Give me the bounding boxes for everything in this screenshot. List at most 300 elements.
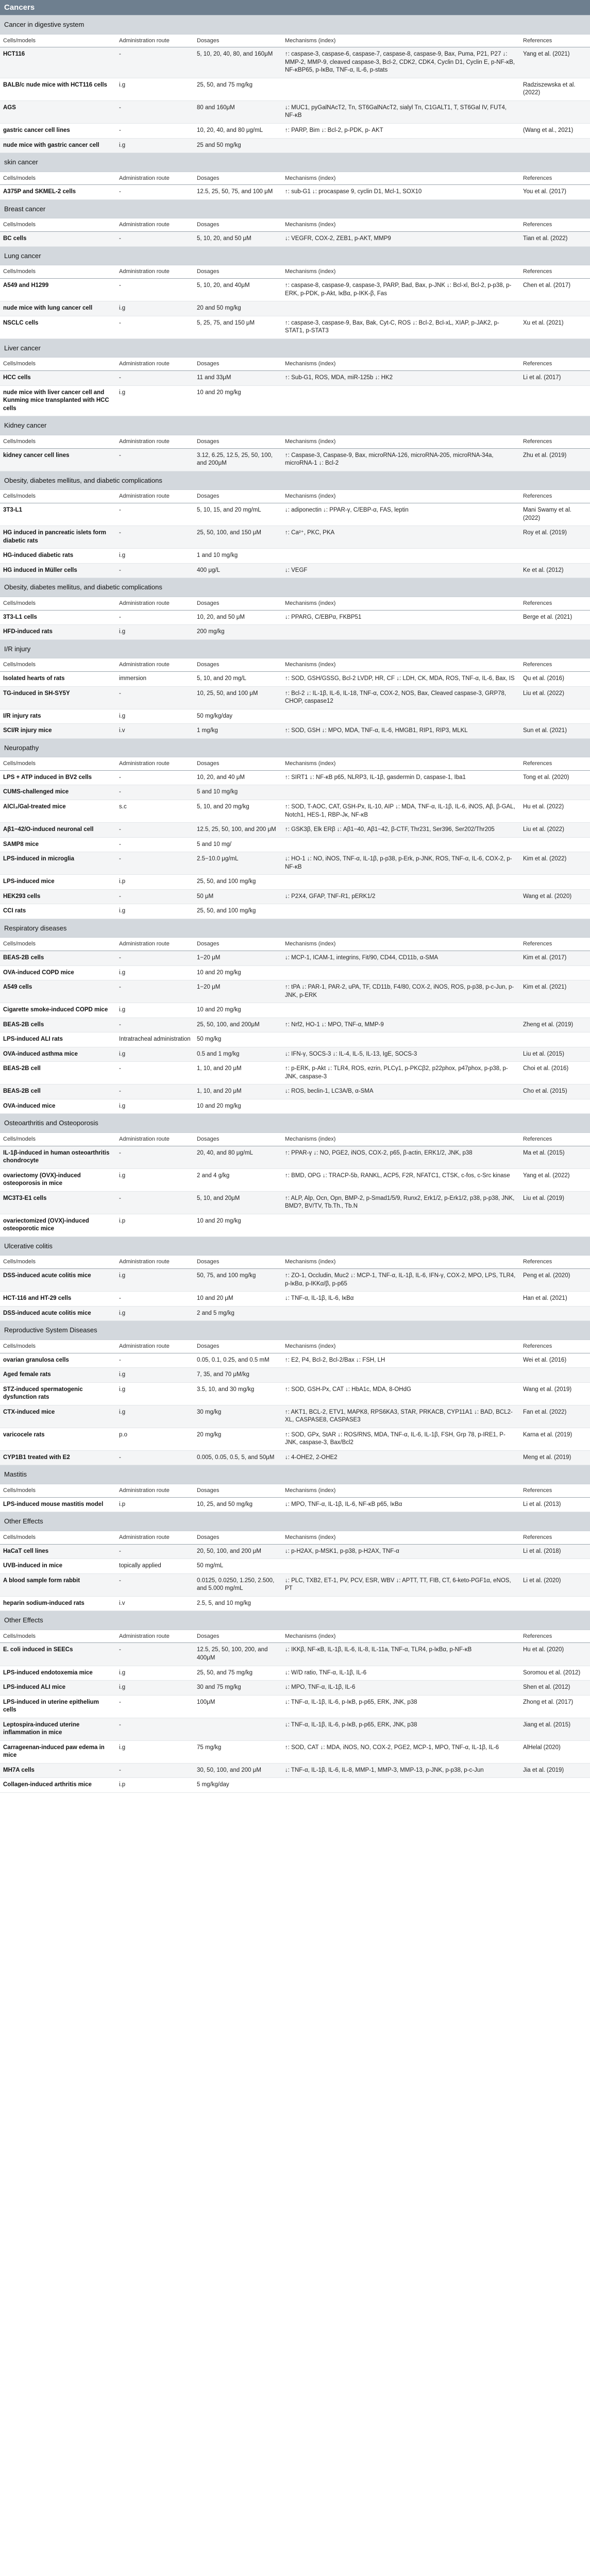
column-header: Dosages xyxy=(194,1531,282,1544)
section-header xyxy=(0,246,590,265)
mechanism-cell: ↑: PPAR-γ ↓: NO, PGE2, iNOS, COX-2, p65, β-actin, ERK1/2, JNK, p38 xyxy=(282,1146,520,1168)
mechanism-cell: ↓: p-H2AX, p-MSK1, p-p38, p-H2AX, TNF-α xyxy=(282,1544,520,1559)
model-cell: I/R injury rats xyxy=(0,709,116,724)
section-header xyxy=(0,471,590,490)
reference-cell: Kim et al. (2021) xyxy=(520,980,590,1003)
dosage-cell: 2.5, 5, and 10 mg/kg xyxy=(194,1596,282,1611)
route-cell: - xyxy=(116,823,194,838)
dosage-cell: 10 and 20 mg/kg xyxy=(194,385,282,416)
reference-cell: Yang et al. (2021) xyxy=(520,47,590,78)
model-cell: HEK293 cells xyxy=(0,889,116,904)
table-row xyxy=(0,124,590,139)
dosage-cell: 0.5 and 1 mg/kg xyxy=(194,1047,282,1062)
dosage-cell: 10, 25, and 50 mg/kg xyxy=(194,1497,282,1512)
column-header: Cells/models xyxy=(0,358,116,371)
mechanism-cell: ↓: IKKβ, NF-κB, IL-1β, IL-6, IL-8, IL-11a, TNF-α, TLR4, p-IκBα, p-NF-κB xyxy=(282,1643,520,1666)
dosage-cell: 10, 20, and 40 μM xyxy=(194,770,282,785)
model-cell: OVA-induced COPD mice xyxy=(0,965,116,980)
reference-cell xyxy=(520,385,590,416)
table-row xyxy=(0,770,590,785)
model-cell: BEAS-2B cell xyxy=(0,1084,116,1099)
route-cell: - xyxy=(116,1018,194,1032)
model-cell: NSCLC cells xyxy=(0,316,116,338)
mechanism-cell xyxy=(282,1596,520,1611)
model-cell: BEAS-2B cells xyxy=(0,1018,116,1032)
mechanism-cell: ↓: P2X4, GFAP, TNF-R1, pERK1/2 xyxy=(282,889,520,904)
model-cell: HCT-116 and HT-29 cells xyxy=(0,1292,116,1307)
reference-cell: Fan et al. (2022) xyxy=(520,1405,590,1428)
model-cell: DSS-induced acute colitis mice xyxy=(0,1269,116,1292)
mechanism-cell xyxy=(282,837,520,852)
model-cell: CYP1B1 treated with E2 xyxy=(0,1450,116,1465)
dosage-cell: 5 and 10 mg/kg xyxy=(194,785,282,800)
model-cell: STZ-induced spermatogenic dysfunction rats xyxy=(0,1382,116,1405)
column-header: Mechanisms (index) xyxy=(282,265,520,279)
column-header: Administration route xyxy=(116,757,194,771)
mechanism-cell: ↑: SOD, GSH ↓: MPO, MDA, TNF-α, IL-6, HMGB1, RIP1, RIP3, MLKL xyxy=(282,724,520,739)
dosage-cell: 50, 75, and 100 mg/kg xyxy=(194,1269,282,1292)
table-row xyxy=(0,889,590,904)
reference-cell: Jiang et al. (2015) xyxy=(520,1718,590,1740)
mechanism-cell xyxy=(282,138,520,153)
mechanism-cell xyxy=(282,1778,520,1793)
reference-cell xyxy=(520,1368,590,1383)
dosage-cell: 5, 10, 20, and 40μM xyxy=(194,279,282,301)
model-cell: A549 and H1299 xyxy=(0,279,116,301)
model-cell: HCT116 xyxy=(0,47,116,78)
column-header: Administration route xyxy=(116,597,194,610)
dosage-cell: 5, 25, 75, and 150 μM xyxy=(194,316,282,338)
dosage-cell: 10 and 20 μM xyxy=(194,1292,282,1307)
table-row xyxy=(0,1146,590,1168)
reference-cell xyxy=(520,904,590,919)
column-header: Dosages xyxy=(194,1340,282,1353)
column-header: Cells/models xyxy=(0,938,116,951)
dosage-cell: 30 and 75 mg/kg xyxy=(194,1681,282,1696)
route-cell: topically applied xyxy=(116,1559,194,1574)
section-title: Ulcerative colitis xyxy=(0,1236,590,1256)
column-header-row xyxy=(0,938,590,951)
section-header xyxy=(0,1465,590,1484)
column-header: Administration route xyxy=(116,1484,194,1497)
mechanism-cell: ↓: TNF-α, IL-1β, IL-6, IL-8, MMP-1, MMP-3, MMP-13, p-JNK, p-p38, p-c-Jun xyxy=(282,1763,520,1778)
table-row xyxy=(0,800,590,822)
column-header: Mechanisms (index) xyxy=(282,757,520,771)
section-header xyxy=(0,416,590,435)
model-cell: heparin sodium-induced rats xyxy=(0,1596,116,1611)
table-row xyxy=(0,1497,590,1512)
reference-cell: Li et al. (2020) xyxy=(520,1573,590,1596)
dosage-cell: 7, 35, and 70 μM/kg xyxy=(194,1368,282,1383)
column-header: Mechanisms (index) xyxy=(282,1340,520,1353)
route-cell: i.g xyxy=(116,549,194,564)
column-header: Administration route xyxy=(116,34,194,47)
mechanism-cell: ↓: ROS, beclin-1, LC3A/B, α-SMA xyxy=(282,1084,520,1099)
section-header xyxy=(0,1114,590,1133)
mechanism-cell: ↑: SOD, T-AOC, CAT, GSH-Px, IL-10, AIP ↓: MDA, TNF-α, IL-1β, IL-6, iNOS, Aβ, β-GAL, Notch1, HES-1, RBP-Jκ, NF-κB xyxy=(282,800,520,822)
route-cell: i.g xyxy=(116,709,194,724)
mechanism-cell xyxy=(282,709,520,724)
table-row xyxy=(0,671,590,686)
reference-cell xyxy=(520,138,590,153)
reference-cell xyxy=(520,1032,590,1047)
model-cell: 3T3-L1 cells xyxy=(0,610,116,625)
dosage-cell: 5 mg/kg/day xyxy=(194,1778,282,1793)
model-cell: HaCaT cell lines xyxy=(0,1544,116,1559)
route-cell: i.g xyxy=(116,1168,194,1191)
section-header xyxy=(0,639,590,658)
dosage-cell: 5, 10, and 20 mg/L xyxy=(194,671,282,686)
reference-cell: Shen et al. (2012) xyxy=(520,1681,590,1696)
reference-cell: Choi et al. (2016) xyxy=(520,1062,590,1084)
mechanism-cell: ↑: Ca²⁺, PKC, PKA xyxy=(282,526,520,549)
column-header: Mechanisms (index) xyxy=(282,658,520,672)
table-row xyxy=(0,1368,590,1383)
column-header: Administration route xyxy=(116,1340,194,1353)
column-header: Dosages xyxy=(194,1630,282,1643)
mechanism-cell: ↓: VEGFR, COX-2, ZEB1, p-AKT, MMP9 xyxy=(282,232,520,247)
model-cell: OVA-induced asthma mice xyxy=(0,1047,116,1062)
route-cell: - xyxy=(116,1062,194,1084)
table-row xyxy=(0,100,590,123)
dosage-cell: 200 mg/kg xyxy=(194,625,282,640)
column-header: Mechanisms (index) xyxy=(282,218,520,232)
table-row xyxy=(0,78,590,100)
table-row xyxy=(0,785,590,800)
reference-cell: Wang et al. (2020) xyxy=(520,889,590,904)
route-cell: s.c xyxy=(116,800,194,822)
dosage-cell: 11 and 33μM xyxy=(194,371,282,386)
table-row xyxy=(0,371,590,386)
route-cell: - xyxy=(116,526,194,549)
dosage-cell: 25, 50, 100, and 200μM xyxy=(194,1018,282,1032)
table-row xyxy=(0,232,590,247)
table-row xyxy=(0,1718,590,1740)
route-cell: - xyxy=(116,1146,194,1168)
route-cell: i.g xyxy=(116,138,194,153)
column-header: Cells/models xyxy=(0,490,116,503)
model-cell: Cigarette smoke-induced COPD mice xyxy=(0,1003,116,1018)
dosage-cell: 25, 50, and 75 mg/kg xyxy=(194,1666,282,1681)
table-row xyxy=(0,1214,590,1236)
reference-cell: Ma et al. (2015) xyxy=(520,1146,590,1168)
column-header: Cells/models xyxy=(0,1256,116,1269)
table-row xyxy=(0,1062,590,1084)
route-cell: - xyxy=(116,1695,194,1718)
route-cell: immersion xyxy=(116,671,194,686)
column-header: Dosages xyxy=(194,1132,282,1146)
table-row xyxy=(0,448,590,471)
route-cell: - xyxy=(116,1718,194,1740)
column-header: Cells/models xyxy=(0,1531,116,1544)
dosage-cell: 10, 20, and 50 μM xyxy=(194,610,282,625)
dosage-cell: 50 mg/kg xyxy=(194,1032,282,1047)
route-cell: i.g xyxy=(116,1382,194,1405)
route-cell: i.g xyxy=(116,965,194,980)
route-cell: - xyxy=(116,1544,194,1559)
dosage-cell: 25, 50, and 100 mg/kg xyxy=(194,904,282,919)
table-row xyxy=(0,1003,590,1018)
section-title: Breast cancer xyxy=(0,199,590,218)
column-header: References xyxy=(520,597,590,610)
model-cell: AlCl₃/Gal-treated mice xyxy=(0,800,116,822)
reference-cell: Kim et al. (2022) xyxy=(520,852,590,875)
dosage-cell: 5 and 10 mg/ xyxy=(194,837,282,852)
column-header: Mechanisms (index) xyxy=(282,490,520,503)
model-cell: Collagen-induced arthritis mice xyxy=(0,1778,116,1793)
column-header: Administration route xyxy=(116,1630,194,1643)
route-cell: - xyxy=(116,1573,194,1596)
model-cell: LPS-induced in uterine epithelium cells xyxy=(0,1695,116,1718)
column-header: Dosages xyxy=(194,34,282,47)
model-cell: ovariectomy (OVX)-induced osteoporosis in mice xyxy=(0,1168,116,1191)
mechanism-cell xyxy=(282,301,520,316)
reference-cell: AlHelal (2020) xyxy=(520,1740,590,1763)
route-cell: p.o xyxy=(116,1428,194,1450)
mechanism-cell xyxy=(282,1214,520,1236)
reference-cell: Han et al. (2021) xyxy=(520,1292,590,1307)
model-cell: ovarian granulosa cells xyxy=(0,1353,116,1368)
route-cell: i.p xyxy=(116,875,194,890)
model-cell: HG-induced diabetic rats xyxy=(0,549,116,564)
dosage-cell: 50 μM xyxy=(194,889,282,904)
model-cell: SAMP8 mice xyxy=(0,837,116,852)
reference-cell: Berge et al. (2021) xyxy=(520,610,590,625)
section-header xyxy=(0,199,590,218)
mechanism-cell: ↑: p-ERK, p-Akt ↓: TLR4, ROS, ezrin, PLCγ1, p-PKCβ2, p22phox, p47phox, p-p38, p-JNK, caspase-3 xyxy=(282,1062,520,1084)
model-cell: LPS-induced ALI mice xyxy=(0,1681,116,1696)
reference-cell xyxy=(520,965,590,980)
dosage-cell: 400 μg/L xyxy=(194,563,282,578)
table-row xyxy=(0,1596,590,1611)
section-title: Other Effects xyxy=(0,1611,590,1630)
reference-cell: Zhong et al. (2017) xyxy=(520,1695,590,1718)
dosage-cell: 1 and 10 mg/kg xyxy=(194,549,282,564)
column-header: Administration route xyxy=(116,172,194,185)
column-header-row xyxy=(0,1531,590,1544)
dosage-cell: 5, 10, 20, 40, 80, and 160μM xyxy=(194,47,282,78)
model-cell: CTX-induced mice xyxy=(0,1405,116,1428)
column-header: References xyxy=(520,1340,590,1353)
table-row xyxy=(0,610,590,625)
section-header xyxy=(0,1611,590,1630)
mechanism-cell: ↓: TNF-α, IL-1β, IL-6, IκBα xyxy=(282,1292,520,1307)
model-cell: Aβ1−42/O-induced neuronal cell xyxy=(0,823,116,838)
model-cell: nude mice with lung cancer cell xyxy=(0,301,116,316)
route-cell: - xyxy=(116,770,194,785)
column-header-row xyxy=(0,1630,590,1643)
reference-cell xyxy=(520,1099,590,1114)
column-header-row xyxy=(0,172,590,185)
section-header xyxy=(0,578,590,597)
reference-cell: Li et al. (2013) xyxy=(520,1497,590,1512)
column-header: Administration route xyxy=(116,658,194,672)
mechanism-cell: ↑: ALP, Alp, Ocn, Opn, BMP-2, p-Smad1/5/9, Runx2, Erk1/2, p-Erk1/2, p38, p-p38, JNK, BMD?, BV/TV, Tb.Th., Tb.N xyxy=(282,1191,520,1214)
mechanism-cell: ↓: PLC, TXB2, ET-1, PV, PCV, ESR, WBV ↓: APTT, TT, FIB, CT, 6-keto-PGF1α, eNOS, PT xyxy=(282,1573,520,1596)
table-row xyxy=(0,279,590,301)
reference-cell: Cho et al. (2015) xyxy=(520,1084,590,1099)
route-cell: i.g xyxy=(116,625,194,640)
model-cell: IL-1β-induced in human osteoarthritis chondrocyte xyxy=(0,1146,116,1168)
mechanism-cell: ↑: SIRT1 ↓: NF-κB p65, NLRP3, IL-1β, gasdermin D, caspase-1, Iba1 xyxy=(282,770,520,785)
reference-cell: Tong et al. (2020) xyxy=(520,770,590,785)
dosage-cell: 10 and 20 mg/kg xyxy=(194,1099,282,1114)
reference-cell: (Wang et al., 2021) xyxy=(520,124,590,139)
model-cell: 3T3-L1 xyxy=(0,503,116,526)
reference-cell: Hu et al. (2022) xyxy=(520,800,590,822)
route-cell: - xyxy=(116,371,194,386)
section-title: Liver cancer xyxy=(0,338,590,358)
section-title: I/R injury xyxy=(0,639,590,658)
column-header: References xyxy=(520,757,590,771)
model-cell: gastric cancer cell lines xyxy=(0,124,116,139)
section-title: Lung cancer xyxy=(0,246,590,265)
table-row xyxy=(0,1573,590,1596)
table-row xyxy=(0,385,590,416)
reference-cell xyxy=(520,875,590,890)
dosage-cell: 2 and 5 mg/kg xyxy=(194,1306,282,1321)
model-cell: A375P and SKMEL-2 cells xyxy=(0,185,116,200)
table-row xyxy=(0,185,590,200)
dosage-cell: 3.5, 10, and 30 mg/kg xyxy=(194,1382,282,1405)
column-header: References xyxy=(520,1630,590,1643)
reference-cell: Kim et al. (2017) xyxy=(520,951,590,966)
column-header: Dosages xyxy=(194,265,282,279)
model-cell: LPS-induced mouse mastitis model xyxy=(0,1497,116,1512)
column-header-row xyxy=(0,1340,590,1353)
table-row xyxy=(0,1450,590,1465)
mechanism-cell: ↑: SOD, GSH-Px, CAT ↓: HbA1c, MDA, 8-OHdG xyxy=(282,1382,520,1405)
route-cell: - xyxy=(116,1191,194,1214)
section-title: Cancer in digestive system xyxy=(0,15,590,35)
model-cell: MC3T3-E1 cells xyxy=(0,1191,116,1214)
reference-cell: Xu et al. (2021) xyxy=(520,316,590,338)
dosage-cell: 50 mg/mL xyxy=(194,1559,282,1574)
mechanism-cell: ↑: SOD, GPx, StAR ↓: ROS/RNS, MDA, TNF-α, IL-6, IL-1β, FSH, Grp 78, p-IRE1, P-JNK, caspase-3, Bax/Bcl2 xyxy=(282,1428,520,1450)
table-row xyxy=(0,1763,590,1778)
table-row xyxy=(0,503,590,526)
section-header xyxy=(0,1236,590,1256)
table-row xyxy=(0,1084,590,1099)
column-header: Dosages xyxy=(194,938,282,951)
reference-cell: Liu et al. (2019) xyxy=(520,1191,590,1214)
route-cell: i.p xyxy=(116,1778,194,1793)
column-header: References xyxy=(520,1484,590,1497)
route-cell: - xyxy=(116,951,194,966)
dosage-cell: 2 and 4 g/kg xyxy=(194,1168,282,1191)
reference-cell: Karna et al. (2019) xyxy=(520,1428,590,1450)
column-header: Administration route xyxy=(116,218,194,232)
table-row xyxy=(0,625,590,640)
section-title: Neuropathy xyxy=(0,738,590,757)
column-header: Cells/models xyxy=(0,435,116,448)
table-row xyxy=(0,1544,590,1559)
dosage-cell: 75 mg/kg xyxy=(194,1740,282,1763)
dosage-cell: 30 mg/kg xyxy=(194,1405,282,1428)
document-title: Cancers xyxy=(0,0,590,15)
mechanism-cell xyxy=(282,385,520,416)
table-row xyxy=(0,1428,590,1450)
model-cell: nude mice with gastric cancer cell xyxy=(0,138,116,153)
model-cell: TG-induced in SH-SY5Y xyxy=(0,686,116,709)
dosage-cell: 10, 25, 50, and 100 μM xyxy=(194,686,282,709)
dosage-cell: 20 and 50 mg/kg xyxy=(194,301,282,316)
dosage-cell: 5, 10, 15, and 20 mg/mL xyxy=(194,503,282,526)
route-cell: - xyxy=(116,852,194,875)
mechanism-cell xyxy=(282,1099,520,1114)
section-title: Reproductive System Diseases xyxy=(0,1321,590,1340)
route-cell: - xyxy=(116,448,194,471)
section-header xyxy=(0,1321,590,1340)
table-row xyxy=(0,526,590,549)
column-header-row xyxy=(0,490,590,503)
route-cell: - xyxy=(116,124,194,139)
mechanism-cell: ↑: Sub-G1, ROS, MDA, miR-125b ↓: HK2 xyxy=(282,371,520,386)
model-cell: A blood sample form rabbit xyxy=(0,1573,116,1596)
mechanism-cell: ↓: MPO, TNF-α, IL-1β, IL-6 xyxy=(282,1681,520,1696)
column-header: Cells/models xyxy=(0,218,116,232)
column-header-row xyxy=(0,265,590,279)
reference-cell: Zheng et al. (2019) xyxy=(520,1018,590,1032)
model-cell: BEAS-2B cell xyxy=(0,1062,116,1084)
table-row xyxy=(0,1032,590,1047)
route-cell: - xyxy=(116,1643,194,1666)
column-header: References xyxy=(520,1531,590,1544)
dosage-cell: 10, 20, 40, and 80 μg/mL xyxy=(194,124,282,139)
model-cell: LPS-induced ALI rats xyxy=(0,1032,116,1047)
column-header: Administration route xyxy=(116,358,194,371)
dosage-cell: 80 and 160μM xyxy=(194,100,282,123)
mechanism-cell xyxy=(282,1368,520,1383)
column-header: References xyxy=(520,34,590,47)
route-cell: - xyxy=(116,503,194,526)
column-header: Cells/models xyxy=(0,172,116,185)
column-header: References xyxy=(520,490,590,503)
table-row xyxy=(0,1666,590,1681)
table-row xyxy=(0,301,590,316)
reference-cell: Sun et al. (2021) xyxy=(520,724,590,739)
route-cell: i.v xyxy=(116,724,194,739)
mechanism-cell: ↑: Nrf2, HO-1 ↓: MPO, TNF-α, MMP-9 xyxy=(282,1018,520,1032)
section-header xyxy=(0,738,590,757)
reference-cell: Yang et al. (2022) xyxy=(520,1168,590,1191)
column-header: References xyxy=(520,358,590,371)
column-header: Administration route xyxy=(116,490,194,503)
dosage-cell: 2.5−10.0 μg/mL xyxy=(194,852,282,875)
route-cell: i.v xyxy=(116,1596,194,1611)
column-header: References xyxy=(520,658,590,672)
route-cell: - xyxy=(116,279,194,301)
reference-cell: Wei et al. (2016) xyxy=(520,1353,590,1368)
table-row xyxy=(0,904,590,919)
model-cell: ovariectomized (OVX)-induced osteoporotic mice xyxy=(0,1214,116,1236)
table-row xyxy=(0,1306,590,1321)
model-cell: LPS + ATP induced in BV2 cells xyxy=(0,770,116,785)
table-row xyxy=(0,1681,590,1696)
mechanism-cell: ↓: MUC1, pyGalNAcT2, Tn, ST6GalNAcT2, sialyl Tn, C1GALT1, T, ST6Gal IV, FUT4, NF-κB xyxy=(282,100,520,123)
mechanism-cell: ↓: MCP-1, ICAM-1, integrins, Fit/90, CD44, CD11b, α-SMA xyxy=(282,951,520,966)
route-cell: i.g xyxy=(116,78,194,100)
route-cell: i.g xyxy=(116,385,194,416)
table-row xyxy=(0,1778,590,1793)
column-header: Mechanisms (index) xyxy=(282,597,520,610)
mechanism-cell xyxy=(282,1306,520,1321)
column-header: Mechanisms (index) xyxy=(282,34,520,47)
column-header: Dosages xyxy=(194,435,282,448)
model-cell: HG induced in pancreatic islets form diabetic rats xyxy=(0,526,116,549)
reference-cell xyxy=(520,1596,590,1611)
section-header xyxy=(0,1512,590,1531)
